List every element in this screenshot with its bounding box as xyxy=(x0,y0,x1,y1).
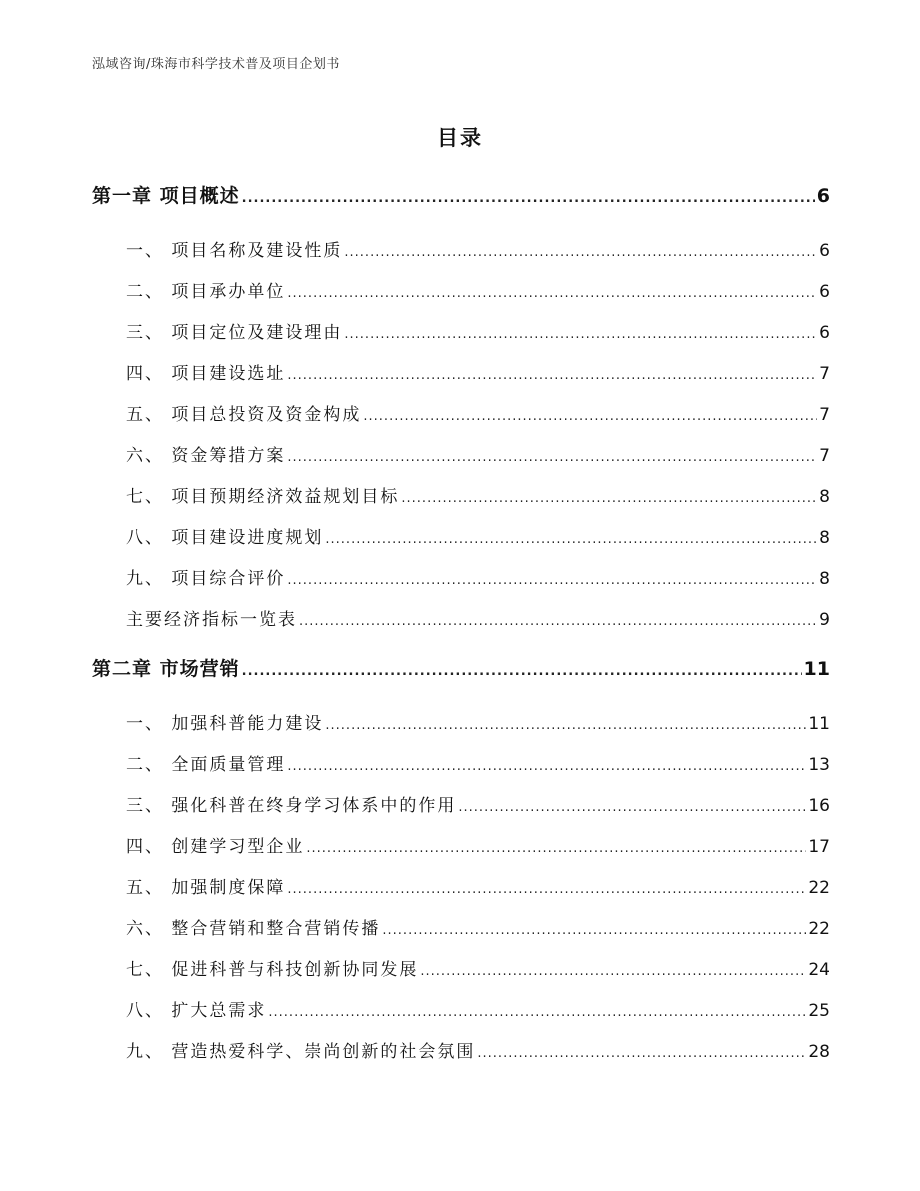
entry-page-number: 28 xyxy=(808,1042,830,1062)
entry-label: 五、 加强制度保障 xyxy=(126,878,286,898)
entry-label: 五、 项目总投资及资金构成 xyxy=(126,405,362,425)
toc-chapter-1[interactable] xyxy=(92,176,830,217)
dot-leader xyxy=(325,705,806,746)
toc-entry[interactable] xyxy=(92,518,830,559)
entry-page-number: 24 xyxy=(808,960,830,980)
entry-page-number: 11 xyxy=(808,714,830,734)
dot-leader xyxy=(287,746,806,787)
entry-label: 八、 项目建设进度规划 xyxy=(126,528,324,548)
dot-leader xyxy=(287,437,817,478)
entry-page-number: 22 xyxy=(808,919,830,939)
dot-leader xyxy=(382,910,806,951)
entry-label: 三、 强化科普在终身学习体系中的作用 xyxy=(126,796,457,816)
toc-entry[interactable] xyxy=(92,909,830,950)
entry-label: 八、 扩大总需求 xyxy=(126,1001,267,1021)
toc-entry[interactable] xyxy=(92,991,830,1032)
toc-entry[interactable] xyxy=(92,704,830,745)
dot-leader xyxy=(242,178,815,219)
toc-entry[interactable] xyxy=(92,395,830,436)
toc-chapter-2[interactable] xyxy=(92,649,830,690)
entry-page-number: 6 xyxy=(819,241,830,261)
dot-leader xyxy=(344,232,817,273)
table-of-contents xyxy=(92,176,830,1073)
dot-leader xyxy=(306,828,806,869)
dot-leader xyxy=(363,396,817,437)
dot-leader xyxy=(325,519,817,560)
entry-page-number: 16 xyxy=(808,796,830,816)
entry-page-number: 6 xyxy=(819,282,830,302)
entry-label: 九、 项目综合评价 xyxy=(126,569,286,589)
entry-page-number: 8 xyxy=(819,569,830,589)
entry-label: 四、 项目建设选址 xyxy=(126,364,286,384)
entry-label: 四、 创建学习型企业 xyxy=(126,837,305,857)
running-header: 泓域咨询/珠海市科学技术普及项目企划书 xyxy=(92,57,340,72)
entry-page-number: 7 xyxy=(819,446,830,466)
entry-label: 七、 项目预期经济效益规划目标 xyxy=(126,487,400,507)
toc-entry[interactable] xyxy=(92,745,830,786)
toc-entry[interactable] xyxy=(92,477,830,518)
dot-leader xyxy=(477,1033,806,1074)
entry-label: 一、 加强科普能力建设 xyxy=(126,714,324,734)
dot-leader xyxy=(458,787,806,828)
entry-label: 主要经济指标一览表 xyxy=(126,610,297,630)
entry-label: 六、 整合营销和整合营销传播 xyxy=(126,919,381,939)
toc-entry[interactable] xyxy=(92,1032,830,1073)
entry-page-number: 7 xyxy=(819,364,830,384)
entry-label: 七、 促进科普与科技创新协同发展 xyxy=(126,960,419,980)
entry-page-number: 17 xyxy=(808,837,830,857)
dot-leader xyxy=(287,355,817,396)
dot-leader xyxy=(344,314,817,355)
page-title: 目录 xyxy=(437,126,483,150)
toc-entry[interactable] xyxy=(92,868,830,909)
entry-page-number: 25 xyxy=(808,1001,830,1021)
chapter-page-number: 11 xyxy=(803,658,830,680)
dot-leader xyxy=(242,651,802,692)
entry-page-number: 22 xyxy=(808,878,830,898)
entry-label: 九、 营造热爱科学、崇尚创新的社会氛围 xyxy=(126,1042,476,1062)
toc-entry[interactable] xyxy=(92,231,830,272)
toc-entry[interactable] xyxy=(92,272,830,313)
entry-label: 一、 项目名称及建设性质 xyxy=(126,241,343,261)
dot-leader xyxy=(287,869,806,910)
toc-entry[interactable] xyxy=(92,950,830,991)
toc-entry[interactable] xyxy=(92,436,830,477)
entry-page-number: 7 xyxy=(819,405,830,425)
entry-page-number: 9 xyxy=(819,610,830,630)
dot-leader xyxy=(420,951,806,992)
toc-entry[interactable] xyxy=(92,600,830,641)
dot-leader xyxy=(299,601,817,642)
entry-page-number: 6 xyxy=(819,323,830,343)
entry-label: 三、 项目定位及建设理由 xyxy=(126,323,343,343)
dot-leader xyxy=(401,478,817,519)
dot-leader xyxy=(287,560,817,601)
entry-page-number: 8 xyxy=(819,528,830,548)
dot-leader xyxy=(268,992,806,1033)
toc-entry[interactable] xyxy=(92,786,830,827)
chapter-label: 第二章 市场营销 xyxy=(92,658,240,680)
entry-page-number: 13 xyxy=(808,755,830,775)
chapter-label: 第一章 项目概述 xyxy=(92,185,240,207)
toc-entry[interactable] xyxy=(92,559,830,600)
entry-label: 二、 项目承办单位 xyxy=(126,282,286,302)
toc-entry[interactable] xyxy=(92,827,830,868)
toc-entry[interactable] xyxy=(92,313,830,354)
entry-label: 六、 资金筹措方案 xyxy=(126,446,286,466)
toc-entry[interactable] xyxy=(92,354,830,395)
dot-leader xyxy=(287,273,817,314)
entry-page-number: 8 xyxy=(819,487,830,507)
entry-label: 二、 全面质量管理 xyxy=(126,755,286,775)
chapter-page-number: 6 xyxy=(816,185,830,207)
